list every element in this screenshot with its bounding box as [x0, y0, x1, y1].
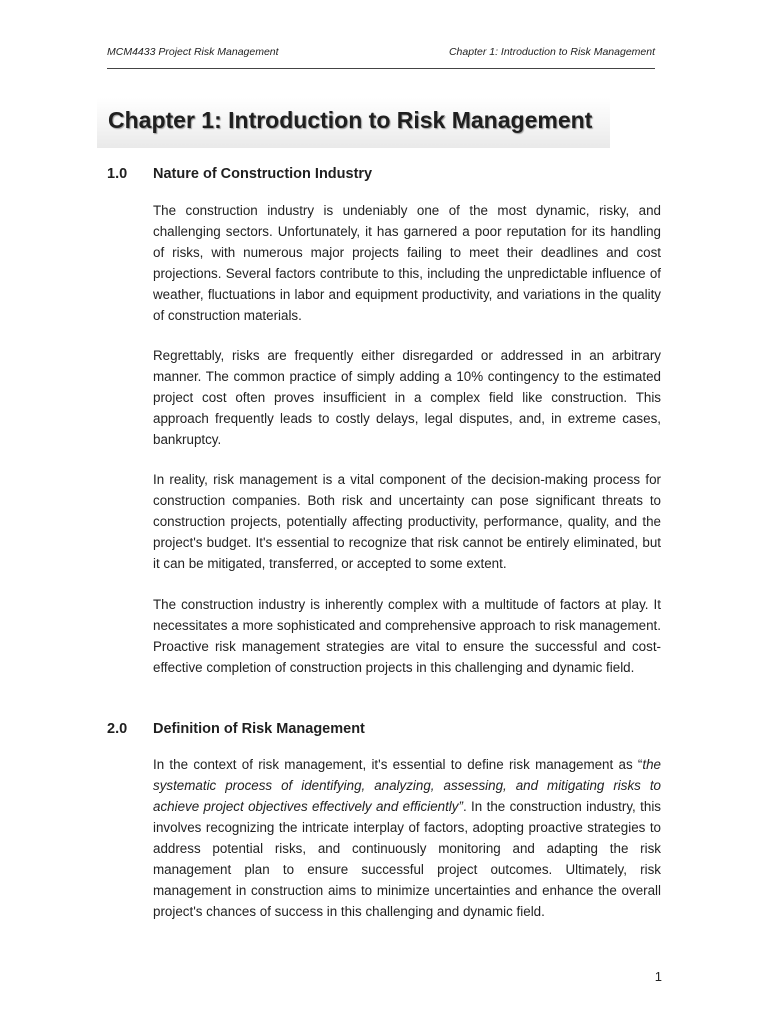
header-chapter-title: Chapter 1: Introduction to Risk Management	[448, 46, 655, 58]
chapter-banner	[97, 98, 610, 148]
section-title: Definition of Risk Management	[153, 721, 365, 737]
section-number: 1.0	[107, 166, 128, 182]
running-header	[107, 46, 655, 62]
paragraph-1-1: The construction industry is undeniably one of the most dynamic, risky, and challenging sectors. Unfortunately, it has garnered a poor reputation for its handling of risks, with numerous major projects failing to meet their deadlines and cost projections. Several factors contribute to this, including the unpredictable influence of weather, fluctuations in labor and equipment productivity, and variations in the quality of construction materials.	[153, 203, 661, 323]
paragraph-2-1	[153, 754, 661, 922]
header-course-title: MCM4433 Project Risk Management	[107, 46, 279, 58]
definition-intro: In the context of risk management, it's essential to define risk management as “	[153, 757, 643, 772]
paragraph-1-3: In reality, risk management is a vital component of the decision-making process for construction companies. Both risk and uncertainty can pose significant threats to construction projects, potentially affecting productivity, performance, quality, and the project's budget. It's essential to recognize that risk cannot be entirely eliminated, but it can be mitigated, transferred, or accepted to some extent.	[153, 472, 661, 571]
risk-management-definition: the systematic process of identifying, analyzing, assessing, and mitigating risks to achieve project objectives effectively and efficiently”	[153, 757, 661, 814]
paragraph-1-4: The construction industry is inherently complex with a multitude of factors at play. It necessitates a more sophisticated and comprehensive approach to risk management. Proactive risk management strategies are vital to ensure the successful and cost-effective completion of construction projects in this challenging and dynamic field.	[153, 597, 661, 675]
header-divider	[107, 68, 655, 69]
definition-rest: . In the construction industry, this involves recognizing the intricate interplay of factors, adopting proactive strategies to address potential risks, and continuously monitoring and adapting the risk management plan to ensure successful project outcomes. Ultimately, risk management in construction aims to minimize uncertainties and enhance the overall project's chances of success in this challenging and dynamic field.	[153, 799, 661, 919]
paragraph-1-2: Regrettably, risks are frequently either disregarded or addressed in an arbitrary manner. The common practice of simply adding a 10% contingency to the estimated project cost often proves insufficient in a complex field like construction. This approach frequently leads to costly delays, legal disputes, and, in extreme cases, bankruptcy.	[153, 348, 661, 447]
chapter-title: Chapter 1: Introduction to Risk Management	[108, 107, 593, 133]
section-title: Nature of Construction Industry	[153, 166, 373, 182]
section-number: 2.0	[107, 721, 128, 737]
page-number: 1	[654, 969, 662, 984]
